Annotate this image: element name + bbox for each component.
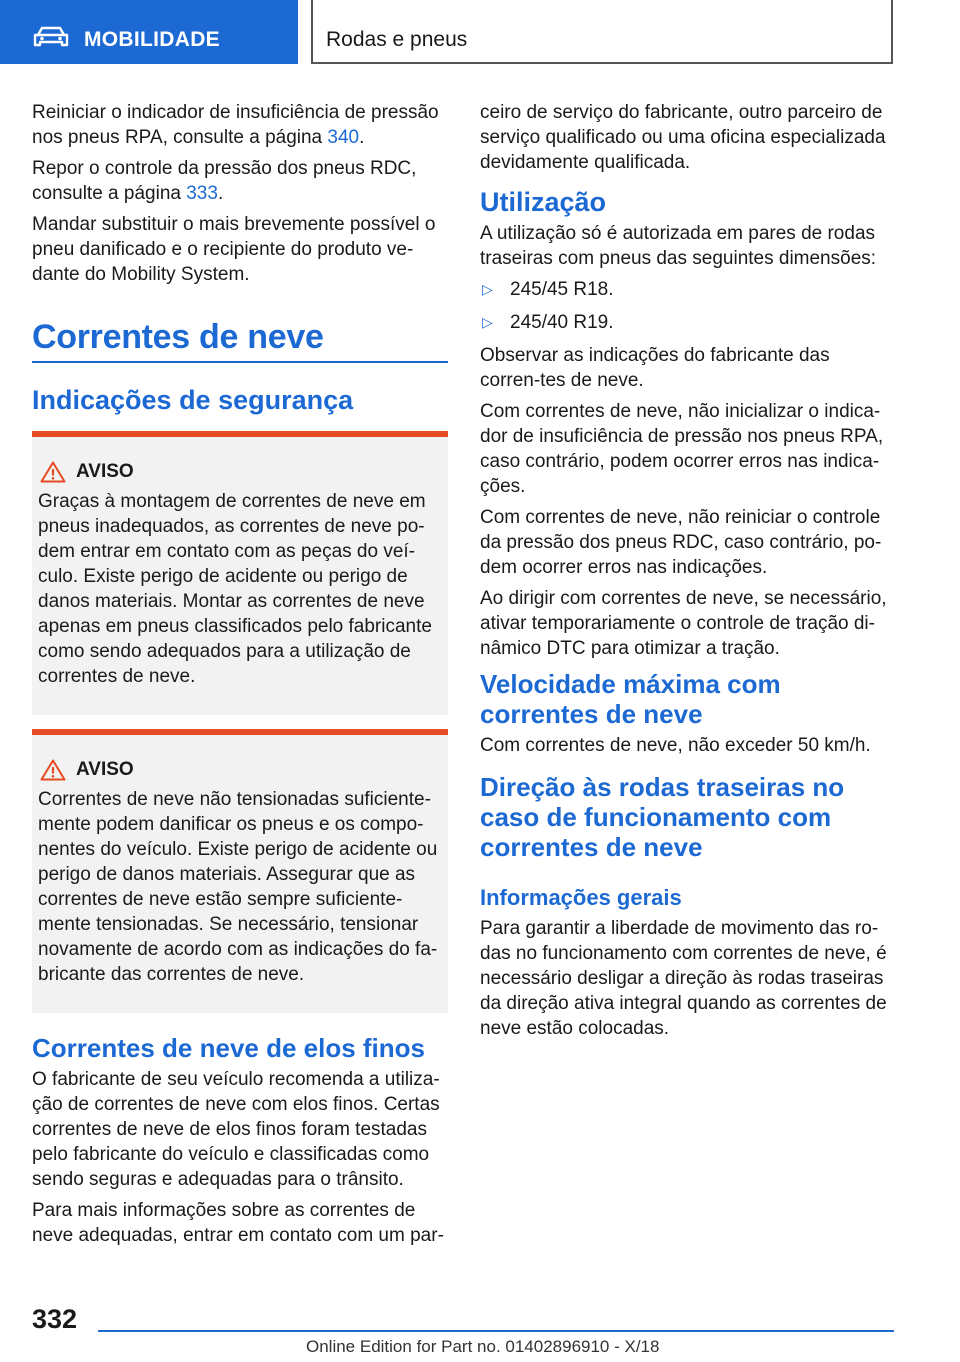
warning-title: AVISO (76, 759, 134, 780)
paragraph: ceiro de serviço do fabricante, outro parceiro de serviço qualificado ou uma oficina especializada devidamente qualificada. (480, 102, 886, 173)
warning-title: AVISO (76, 461, 134, 482)
bullet-arrow-icon: ▷ (482, 314, 493, 330)
paragraph: O fabricante de seu veículo recomenda a utiliza-ção de correntes de neve com elos finos. Certas correntes de neve de elos finos foram testadas pelo fabricante do veículo e classificadas como sendo seguras e adequadas para o trânsito. (32, 1069, 440, 1190)
footer-divider (98, 1330, 894, 1332)
warning-triangle-icon (40, 461, 66, 483)
paragraph: Mandar substituir o mais brevemente possível o pneu danificado e o recipiente do produto ve-dante do Mobility System. (32, 214, 436, 285)
page-link-333[interactable]: 333 (186, 183, 218, 204)
paragraph: Repor o controle da pressão dos pneus RDC, consulte a página 333. (32, 158, 417, 204)
section-tab (0, 0, 298, 64)
paragraph: Com correntes de neve, não exceder 50 km/h. (480, 735, 871, 756)
right-column (480, 100, 894, 1047)
paragraph: Ao dirigir com correntes de neve, se necessário, ativar temporariamente o controle de tração di-nâmico DTC para otimizar a tração. (480, 588, 887, 659)
subsection-heading-general-info: Informações gerais (480, 885, 682, 910)
paragraph: A utilização só é autorizada em pares de rodas traseiras com pneus das seguintes dimensões: (480, 223, 877, 269)
section-heading-max-speed: Velocidade máxima com correntes de neve (480, 669, 781, 729)
warning-text: Graças à montagem de correntes de neve em pneus inadequados, as correntes de neve po-dem entrar em contato com as peças do veí-culo. Existe perigo de acidente ou perigo de danos materiais. Montar as correntes de neve apenas em pneus classificados pelo fabricante como sendo adequados para a utilização de correntes de neve. (38, 491, 432, 687)
list-item: ▷ 245/45 R18. (482, 279, 614, 300)
chapter-title: Rodas e pneus (326, 28, 468, 51)
dimensions-list (480, 277, 894, 335)
paragraph: Com correntes de neve, não reiniciar o controle da pressão dos pneus RDC, caso contrário, po-dem ocorrer erros nas indicações. (480, 507, 882, 578)
page-link-340[interactable]: 340 (327, 127, 360, 148)
section-heading-safety: Indicações de segurança (32, 385, 354, 415)
paragraph: Para mais informações sobre as correntes de neve adequadas, entrar em contato com um par- (32, 1200, 444, 1246)
section-heading-use: Utilização (480, 187, 607, 217)
left-column (32, 100, 448, 1254)
page-number: 332 (32, 1304, 78, 1334)
chapter-header (311, 0, 893, 64)
bullet-arrow-icon: ▷ (482, 281, 493, 297)
list-item: ▷ 245/40 R19. (482, 312, 614, 333)
warning-triangle-icon (40, 759, 66, 781)
paragraph: Reiniciar o indicador de insuficiência de pressão nos pneus RPA, consulte a página 340. (32, 102, 439, 148)
paragraph: Para garantir a liberdade de movimento das ro-das no funcionamento com correntes de neve, é necessário desligar a direção às rodas traseiras da direção ativa integral quando as correntes de neve estão colocadas. (480, 918, 887, 1039)
chapter-heading: Correntes de neve (32, 317, 448, 363)
section-heading-fine-chains: Correntes de neve de elos finos (32, 1033, 426, 1063)
paragraph: Com correntes de neve, não inicializar o indica-dor de insuficiência de pressão nos pneus RPA, caso contrário, podem ocorrer erros nas indica-ções. (480, 401, 884, 497)
warning-box (32, 431, 448, 715)
section-heading-rear-steering: Direção às rodas traseiras no caso de funcionamento com correntes de neve (480, 772, 845, 862)
warning-text: Correntes de neve não tensionadas suficiente-mente podem danificar os pneus e os compo-nentes do veículo. Existe perigo de acidente ou perigo de danos materiais. Assegurar que as correntes de neve estão sempre suficiente-mente tensionadas. Se necessário, tensionar novamente de acordo com as indicações do fa-bricante das correntes de neve. (38, 789, 438, 985)
car-icon (32, 26, 70, 48)
footer-edition-text: Online Edition for Part no. 01402896910 - X/18 (306, 1337, 660, 1356)
section-tab-label: MOBILIDADE (84, 28, 220, 51)
paragraph: Observar as indicações do fabricante das corren-tes de neve. (480, 345, 830, 391)
warning-box (32, 729, 448, 1013)
